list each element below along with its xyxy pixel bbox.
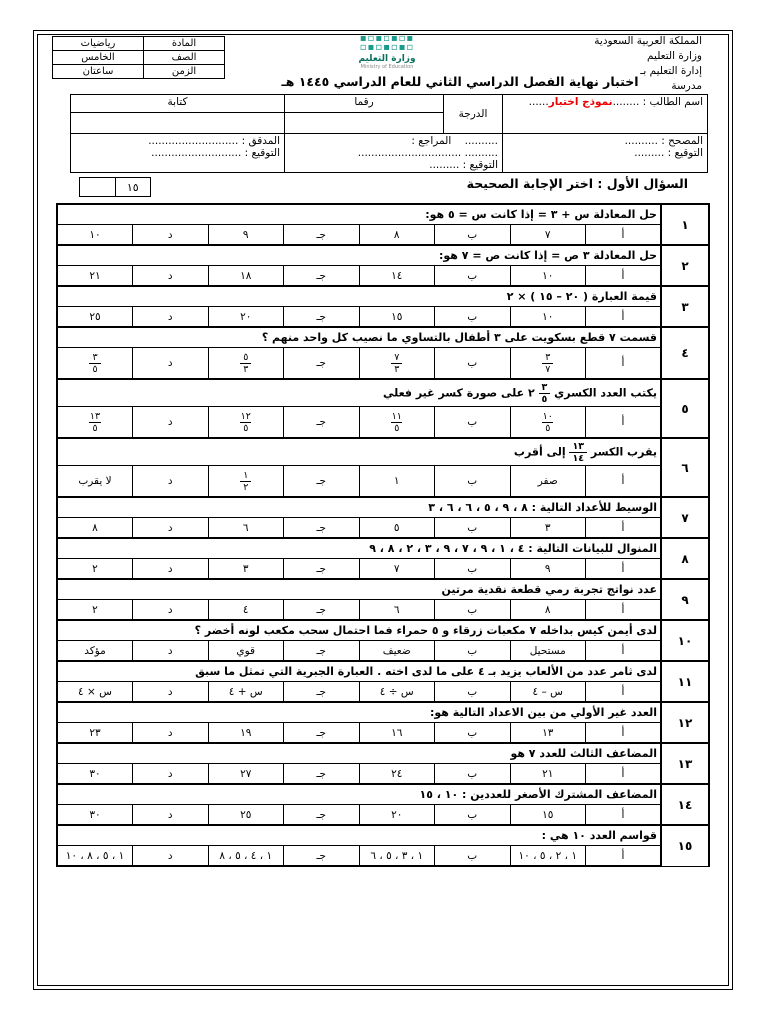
model-label: نموذج اختبار <box>548 96 613 108</box>
choice-d[interactable]: ٢ <box>57 600 133 621</box>
choice-c-fraction-denominator: ٣ <box>240 363 251 375</box>
choice-letter-c: جـ <box>284 225 360 246</box>
choice-c[interactable]: ٢٥ <box>208 805 284 826</box>
choice-c[interactable] <box>208 348 284 380</box>
question-number: ٢ <box>661 245 709 286</box>
choice-letter-c: جـ <box>284 266 360 287</box>
question-stem: المنوال للبيانات التالية : ٤ ، ١ ، ٩ ، ٧ ، ٩ ، ٣ ، ٢ ، ٨ ، ٩ <box>57 538 661 559</box>
choice-b[interactable]: ١ <box>359 466 435 498</box>
choice-letter-a: أ <box>586 764 662 785</box>
stem-fraction-denominator: ١٤ <box>569 452 587 464</box>
question-number: ١٢ <box>661 702 709 743</box>
choice-letter-d: د <box>133 307 209 328</box>
choice-letter-c: جـ <box>284 846 360 867</box>
question-answers-row <box>57 225 709 246</box>
choice-b[interactable] <box>359 348 435 380</box>
choice-letter-c: جـ <box>284 307 360 328</box>
question-number: ٤ <box>661 327 709 379</box>
choice-b[interactable]: ٦ <box>359 600 435 621</box>
student-name-label: اسم الطالب : ........ <box>612 96 703 108</box>
choice-c[interactable]: ١٩ <box>208 723 284 744</box>
question-answers-row <box>57 559 709 580</box>
score-earned-field[interactable] <box>80 178 115 196</box>
question-stem-row <box>57 379 709 407</box>
question-answers-row <box>57 307 709 328</box>
choice-a[interactable]: س – ٤ <box>510 682 586 703</box>
question-answers-row <box>57 641 709 662</box>
choice-letter-c: جـ <box>284 723 360 744</box>
choice-d[interactable]: س × ٤ <box>57 682 133 703</box>
question-stem: حل المعادلة ٣ ص = إذا كانت ص = ٧ هو: <box>57 245 661 266</box>
choice-a-fraction-denominator: ٧ <box>542 363 553 375</box>
question-number: ١ <box>661 204 709 245</box>
choice-c-fraction-denominator: ٢ <box>240 481 251 493</box>
question-number: ١١ <box>661 661 709 702</box>
stem-fraction-numerator: ١٣ <box>572 440 585 452</box>
choice-letter-b: ب <box>435 600 511 621</box>
choice-letter-c: جـ <box>284 805 360 826</box>
score-box <box>79 177 151 197</box>
question-stem-row <box>57 245 709 266</box>
question-stem: المضاعف الثالث للعدد ٧ هو <box>57 743 661 764</box>
choice-d[interactable]: ٣٠ <box>57 764 133 785</box>
choice-c[interactable]: ٩ <box>208 225 284 246</box>
choice-a[interactable]: ٧ <box>510 225 586 246</box>
stem-text-post: إلى أقرب <box>513 445 570 458</box>
digits-header: رقما <box>285 95 444 113</box>
question-number: ١٤ <box>661 784 709 825</box>
choice-letter-b: ب <box>435 723 511 744</box>
choice-a-fraction-numerator: ١٠ <box>542 410 553 422</box>
question-answers-row <box>57 518 709 539</box>
student-info-table <box>70 94 708 173</box>
ministry-logo <box>352 34 422 70</box>
choice-a-fraction-denominator: ٥ <box>542 422 553 434</box>
question-number: ٧ <box>661 497 709 538</box>
choice-d[interactable]: مؤكد <box>57 641 133 662</box>
choice-letter-b: ب <box>435 682 511 703</box>
logo-name: وزارة التعليم <box>358 54 416 64</box>
question-answers-row <box>57 466 709 498</box>
question-answers-row <box>57 723 709 744</box>
choice-a[interactable]: ٣ <box>510 518 586 539</box>
corrector-sign: التوقيع : ......... <box>634 147 703 159</box>
choice-d[interactable]: ١٠ <box>57 225 133 246</box>
choice-c[interactable]: ١ ، ٤ ، ٥ ، ٨ <box>208 846 284 867</box>
choice-letter-b: ب <box>435 805 511 826</box>
choice-letter-a: أ <box>586 518 662 539</box>
choice-b[interactable]: ١٤ <box>359 266 435 287</box>
question-stem: المضاعف المشترك الأصغر للعددين : ١٠ ، ١٥ <box>57 784 661 805</box>
question-stem <box>57 438 661 466</box>
choice-letter-a: أ <box>586 348 662 380</box>
choice-a-fraction <box>542 411 553 434</box>
stem-fraction <box>539 382 551 405</box>
choice-a[interactable]: صفر <box>510 466 586 498</box>
choice-a[interactable] <box>510 348 586 380</box>
choice-c-fraction-numerator: ١ <box>243 469 249 481</box>
choice-b[interactable]: س ÷ ٤ <box>359 682 435 703</box>
time-row <box>53 65 225 79</box>
choice-letter-d: د <box>133 846 209 867</box>
logo-mark-icon: ▪▫▪▫▪▫▪ ▫▪▫▪▫▪▫ <box>359 33 415 53</box>
kingdom-text: المملكة العربية السعودية <box>594 35 702 47</box>
choice-letter-d: د <box>133 466 209 498</box>
question-answers-row <box>57 682 709 703</box>
choice-a[interactable]: ٢١ <box>510 764 586 785</box>
choice-letter-a: أ <box>586 266 662 287</box>
choice-d[interactable]: ٢٣ <box>57 723 133 744</box>
question-number: ٣ <box>661 286 709 327</box>
choice-letter-a: أ <box>586 600 662 621</box>
choice-a[interactable]: ١٠ <box>510 266 586 287</box>
choice-letter-b: ب <box>435 846 511 867</box>
question-answers-row <box>57 407 709 439</box>
choice-d[interactable]: ٢ <box>57 559 133 580</box>
choice-letter-b: ب <box>435 225 511 246</box>
choice-d[interactable]: ٢١ <box>57 266 133 287</box>
choice-letter-c: جـ <box>284 466 360 498</box>
choice-b-fraction <box>391 352 402 375</box>
question-answers-row <box>57 846 709 867</box>
choice-b[interactable] <box>359 407 435 439</box>
question-stem: لدى أيمن كيس بداخله ٧ مكعبات زرقاء و ٥ حمراء فما احتمال سحب مكعب لونه أخضر ؟ <box>57 620 661 641</box>
choice-b-fraction <box>391 411 402 434</box>
choice-letter-d: د <box>133 266 209 287</box>
choice-letter-b: ب <box>435 764 511 785</box>
stem-fraction-numerator: ٣ <box>541 381 548 393</box>
choice-letter-a: أ <box>586 846 662 867</box>
choice-d-fraction-denominator: ٥ <box>89 363 100 375</box>
time-label: الزمن <box>144 65 225 79</box>
reviewer-label: المراجع : .......... <box>411 135 498 159</box>
choice-letter-d: د <box>133 348 209 380</box>
auditor-sign: التوقيع : ........................... <box>151 147 280 159</box>
section-title: السؤال الأول : اختر الإجابة الصحيحة <box>466 176 688 191</box>
choice-d[interactable]: ٢٥ <box>57 307 133 328</box>
choice-d-fraction <box>89 411 100 434</box>
choice-letter-d: د <box>133 407 209 439</box>
stem-fraction-denominator: ٥ <box>539 393 551 405</box>
choice-b[interactable]: ١٥ <box>359 307 435 328</box>
choice-c[interactable] <box>208 407 284 439</box>
question-number: ٦ <box>661 438 709 497</box>
question-stem: قسمت ٧ قطع بسكويت على ٣ أطفال بالتساوي ما نصيب كل واحد منهم ؟ <box>57 327 661 348</box>
stem-text-pre: يكتب العدد الكسري <box>550 386 657 399</box>
choice-c-fraction <box>240 352 251 375</box>
choice-letter-c: جـ <box>284 600 360 621</box>
choice-a[interactable]: ١ ، ٢ ، ٥ ، ١٠ <box>510 846 586 867</box>
choice-letter-c: جـ <box>284 348 360 380</box>
auditor-cell[interactable] <box>71 134 285 173</box>
choice-letter-d: د <box>133 559 209 580</box>
choice-d-fraction <box>89 352 100 375</box>
question-stem-row <box>57 702 709 723</box>
question-answers-row <box>57 764 709 785</box>
questions-table <box>56 203 710 867</box>
logo-subtext: Ministry of Education <box>360 64 414 70</box>
choice-letter-c: جـ <box>284 559 360 580</box>
choice-a[interactable] <box>510 407 586 439</box>
admin-text: إدارة التعليم بـ <box>640 65 702 77</box>
choice-c-fraction <box>240 470 251 493</box>
choice-a[interactable]: ٩ <box>510 559 586 580</box>
stem-text-pre: يقرب الكسر <box>587 445 657 458</box>
choice-b[interactable]: ٧ <box>359 559 435 580</box>
choice-letter-b: ب <box>435 307 511 328</box>
choice-c[interactable]: ١٨ <box>208 266 284 287</box>
corrector-cell[interactable] <box>503 134 708 173</box>
stem-mixed-whole: ٢ <box>524 386 539 399</box>
auditor-label: المدقق : ........................... <box>148 135 280 147</box>
question-number: ٥ <box>661 379 709 438</box>
question-stem: قواسم العدد ١٠ هي : <box>57 825 661 846</box>
student-name-dots: ...... <box>528 96 549 108</box>
question-number: ١٥ <box>661 825 709 866</box>
choice-c[interactable]: ٢٠ <box>208 307 284 328</box>
choice-letter-c: جـ <box>284 641 360 662</box>
choice-letter-a: أ <box>586 682 662 703</box>
question-stem-row <box>57 743 709 764</box>
question-stem-row <box>57 579 709 600</box>
choice-letter-d: د <box>133 600 209 621</box>
choice-letter-c: جـ <box>284 518 360 539</box>
question-stem: العدد غير الأولي من بين الاعداد التالية هو: <box>57 702 661 723</box>
choice-letter-a: أ <box>586 407 662 439</box>
choice-c-fraction-denominator: ٥ <box>240 422 251 434</box>
question-answers-row <box>57 348 709 380</box>
grade-digits-field[interactable] <box>285 113 444 134</box>
question-stem: عدد نواتج تجربة رمي قطعة نقدية مرتين <box>57 579 661 600</box>
question-stem-row <box>57 825 709 846</box>
choice-letter-c: جـ <box>284 764 360 785</box>
question-stem-row <box>57 620 709 641</box>
question-stem-row <box>57 784 709 805</box>
choice-a[interactable]: ٨ <box>510 600 586 621</box>
choice-letter-b: ب <box>435 518 511 539</box>
question-number: ٩ <box>661 579 709 620</box>
corrector-label: المصحح : .......... <box>624 135 703 147</box>
question-stem: لدى ثامر عدد من الألعاب يزيد بـ ٤ على ما لدى اخته . العبارة الجبرية التي تمثل ما سبق <box>57 661 661 682</box>
question-answers-row <box>57 600 709 621</box>
exam-title: اختبار نهاية الفصل الدراسي الثاني للعام الدراسي ١٤٤٥ هـ <box>281 74 639 89</box>
choice-b[interactable]: ١٦ <box>359 723 435 744</box>
question-stem <box>57 379 661 407</box>
question-stem: الوسيط للأعداد التالية : ٨ ، ٩ ، ٥ ، ٦ ، ٦ ، ٣ <box>57 497 661 518</box>
time-value: ساعتان <box>53 65 144 79</box>
question-stem: قيمة العبارة ( ٢٠ – ١٥ ) × ٢ <box>57 286 661 307</box>
student-name-cell[interactable] <box>503 95 708 134</box>
choice-letter-b: ب <box>435 266 511 287</box>
choice-d-fraction-numerator: ٣ <box>92 351 98 363</box>
question-stem-row <box>57 497 709 518</box>
choice-c-fraction <box>240 411 251 434</box>
choice-b[interactable]: ٢٤ <box>359 764 435 785</box>
reviewer-dots: .......... <box>464 135 498 147</box>
choice-letter-c: جـ <box>284 407 360 439</box>
middle-dots: ............................... <box>357 147 462 159</box>
choice-letter-a: أ <box>586 466 662 498</box>
choice-letter-d: د <box>133 805 209 826</box>
subject-label: المادة <box>144 37 225 51</box>
choice-d[interactable]: ٨ <box>57 518 133 539</box>
choice-b[interactable]: ٥ <box>359 518 435 539</box>
choice-c[interactable]: ٦ <box>208 518 284 539</box>
grade-row <box>53 51 225 65</box>
question-stem: حل المعادلة س + ٣ = إذا كانت س = ٥ هو: <box>57 204 661 225</box>
reviewer-sign: التوقيع : ......... <box>429 159 498 171</box>
score-total: ١٥ <box>115 178 151 196</box>
choice-letter-d: د <box>133 641 209 662</box>
choice-b-fraction-numerator: ١١ <box>391 410 402 422</box>
question-answers-row <box>57 266 709 287</box>
choice-letter-b: ب <box>435 348 511 380</box>
choice-a-fraction-numerator: ٣ <box>545 351 551 363</box>
choice-letter-a: أ <box>586 805 662 826</box>
choice-letter-a: أ <box>586 723 662 744</box>
stem-text-post: على صورة كسر غير فعلي <box>382 386 525 399</box>
choice-b[interactable]: ضعيف <box>359 641 435 662</box>
choice-d[interactable]: لا يقرب <box>57 466 133 498</box>
choice-c[interactable]: س + ٤ <box>208 682 284 703</box>
choice-d[interactable]: ١ ، ٥ ، ٨ ، ١٠ <box>57 846 133 867</box>
choice-c[interactable]: قوي <box>208 641 284 662</box>
choice-d-fraction-numerator: ١٣ <box>89 410 101 422</box>
choice-letter-d: د <box>133 518 209 539</box>
choice-letter-b: ب <box>435 559 511 580</box>
question-stem-row <box>57 661 709 682</box>
choice-d-fraction-denominator: ٥ <box>89 422 100 434</box>
grade-value: الخامس <box>53 51 144 65</box>
choice-d[interactable]: ٣٠ <box>57 805 133 826</box>
choice-letter-d: د <box>133 764 209 785</box>
choice-letter-d: د <box>133 225 209 246</box>
choice-c[interactable]: ٤ <box>208 600 284 621</box>
grade-label: الصف <box>144 51 225 65</box>
question-stem-row <box>57 204 709 225</box>
subject-table <box>52 36 225 79</box>
question-stem-row <box>57 538 709 559</box>
choice-c[interactable]: ٣ <box>208 559 284 580</box>
question-number: ١٣ <box>661 743 709 784</box>
choice-letter-d: د <box>133 723 209 744</box>
choice-letter-d: د <box>133 682 209 703</box>
choice-letter-a: أ <box>586 559 662 580</box>
question-number: ٨ <box>661 538 709 579</box>
choice-a[interactable]: ١٥ <box>510 805 586 826</box>
ministry-text: وزارة التعليم <box>647 50 702 62</box>
choice-a[interactable]: مستحيل <box>510 641 586 662</box>
choice-b-fraction-denominator: ٣ <box>391 363 402 375</box>
choice-letter-b: ب <box>435 641 511 662</box>
question-number: ١٠ <box>661 620 709 661</box>
choice-c-fraction-numerator: ٥ <box>243 351 249 363</box>
choice-d[interactable] <box>57 407 133 439</box>
school-text: مدرسة <box>671 80 702 92</box>
choice-letter-b: ب <box>435 466 511 498</box>
choice-letter-b: ب <box>435 407 511 439</box>
choice-letter-c: جـ <box>284 682 360 703</box>
choice-b[interactable]: ٢٠ <box>359 805 435 826</box>
choice-a[interactable]: ١٣ <box>510 723 586 744</box>
choice-c[interactable] <box>208 466 284 498</box>
question-stem-row <box>57 438 709 466</box>
grade-words-field[interactable] <box>71 113 285 134</box>
question-stem-row <box>57 327 709 348</box>
subject-value: رياضيات <box>53 37 144 51</box>
reviewer-cell[interactable] <box>285 134 503 173</box>
choice-letter-a: أ <box>586 307 662 328</box>
choice-c[interactable]: ٢٧ <box>208 764 284 785</box>
choice-b[interactable]: ١ ، ٣ ، ٥ ، ٦ <box>359 846 435 867</box>
choice-a[interactable]: ١٠ <box>510 307 586 328</box>
question-answers-row <box>57 805 709 826</box>
question-stem-row <box>57 286 709 307</box>
choice-b-fraction-numerator: ٧ <box>394 351 400 363</box>
choice-c-fraction-numerator: ١٢ <box>240 410 251 422</box>
choice-letter-a: أ <box>586 641 662 662</box>
choice-b-fraction-denominator: ٥ <box>391 422 402 434</box>
choice-a-fraction <box>542 352 553 375</box>
choice-d[interactable] <box>57 348 133 380</box>
choice-letter-a: أ <box>586 225 662 246</box>
choice-b[interactable]: ٨ <box>359 225 435 246</box>
stem-fraction <box>569 441 587 464</box>
subject-row <box>53 37 225 51</box>
grade-header: الدرجة <box>444 95 503 134</box>
words-header: كتابة <box>71 95 285 113</box>
